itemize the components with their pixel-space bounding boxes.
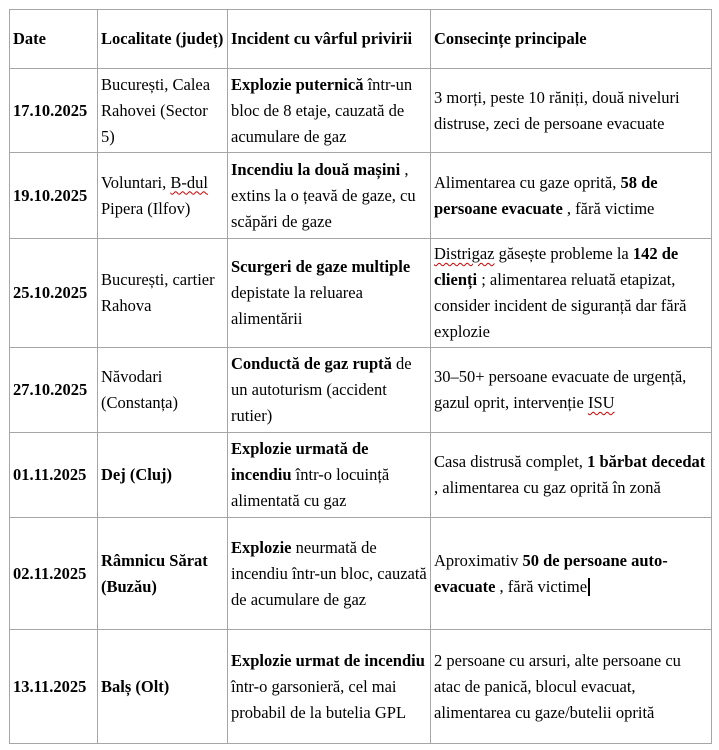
text-segment: Casa distrusă complet,: [434, 452, 588, 471]
table-row: [10, 153, 712, 239]
document-page[interactable]: [0, 9, 719, 750]
cell-incident[interactable]: [228, 348, 431, 433]
text-segment: neurmată de incendiu într-un bloc, cauzată de acumulare de gaz: [231, 537, 427, 609]
text-segment: Pipera (Ilfov): [101, 198, 191, 218]
bold-text: Explozie urmat de incendiu: [231, 650, 425, 670]
table-header: [10, 10, 712, 69]
spellcheck-flagged-text: Distrigaz: [434, 244, 495, 263]
cell-location[interactable]: [98, 69, 228, 153]
text-segment: 30–50+ persoane evacuate de urgență, gazul oprit, intervenție: [434, 367, 687, 412]
text-segment: , fără victime: [495, 576, 588, 596]
text-segment: 2 persoane cu arsuri, alte persoane cu atac de panică, blocul evacuat, alimentarea cu gaze/butelii oprită: [434, 650, 681, 722]
text-segment: de un autoturism (accident rutier): [231, 354, 412, 425]
cell-location[interactable]: [98, 348, 228, 433]
cell-location[interactable]: [98, 239, 228, 348]
cell-consequences[interactable]: [431, 518, 712, 630]
cell-date[interactable]: 13.11.2025: [10, 630, 98, 744]
bold-text: Incendiu la două mașini: [231, 159, 401, 179]
cell-incident[interactable]: [228, 153, 431, 239]
cell-date[interactable]: 01.11.2025: [10, 433, 98, 518]
cell-location[interactable]: [98, 630, 228, 744]
text-segment: Dej (Cluj): [101, 465, 173, 484]
table-row: [10, 69, 712, 153]
cell-incident[interactable]: [228, 518, 431, 630]
table-header-row: [10, 10, 712, 69]
text-segment: București, cartier Rahova: [101, 270, 215, 315]
bold-text: Explozie urmată de incendiu: [231, 439, 369, 484]
cell-consequences[interactable]: [431, 433, 712, 518]
table-row: [10, 630, 712, 744]
cell-date[interactable]: 17.10.2025: [10, 69, 98, 153]
col-header-date[interactable]: Date: [10, 10, 98, 69]
bold-text: Scurgeri de gaze multiple: [231, 257, 411, 276]
table-body: [10, 69, 712, 744]
text-segment: , alimentarea cu gaz oprită în zonă: [434, 478, 661, 497]
text-segment: Năvodari (Constanța): [101, 367, 178, 412]
table-row: [10, 348, 712, 433]
spellcheck-flagged-text: B-dul: [170, 172, 208, 192]
cell-incident[interactable]: [228, 433, 431, 518]
cell-date[interactable]: 02.11.2025: [10, 518, 98, 630]
cell-date[interactable]: 19.10.2025: [10, 153, 98, 239]
cell-consequences[interactable]: [431, 69, 712, 153]
text-segment: , extins la o țeavă de gaze, cu scăpări de gaze: [231, 159, 416, 231]
text-segment: într-o locuință alimentată cu gaz: [231, 465, 390, 510]
text-segment: Balș (Olt): [101, 676, 170, 696]
text-segment: Aproximativ: [434, 550, 523, 570]
cell-incident[interactable]: [228, 69, 431, 153]
cell-consequences[interactable]: [431, 348, 712, 433]
bold-text: Conductă de gaz ruptă: [231, 354, 392, 373]
col-header-localitate[interactable]: Localitate (județ): [98, 10, 228, 69]
spellcheck-flagged-text: ISU: [587, 393, 615, 412]
table-row: [10, 433, 712, 518]
bold-text: 58 de persoane evacuate: [434, 172, 658, 218]
text-segment: 3 morți, peste 10 răniți, două niveluri distruse, zeci de persoane evacuate: [434, 87, 680, 133]
text-segment: depistate la reluarea alimentării: [231, 283, 363, 328]
cell-consequences[interactable]: [431, 239, 712, 348]
text-segment: București, Calea Rahovei (Sector 5): [101, 74, 211, 146]
table-row: [10, 239, 712, 348]
cell-incident[interactable]: [228, 239, 431, 348]
cell-date[interactable]: 27.10.2025: [10, 348, 98, 433]
bold-text: 50 de persoane auto-evacuate: [434, 550, 668, 596]
bold-text: Explozie puternică: [231, 74, 364, 94]
text-segment: ; alimentarea reluată etapizat, consider incident de siguranță dar fără explozie: [434, 270, 687, 341]
text-segment: , fără victime: [562, 198, 655, 218]
col-header-consecinte[interactable]: Consecințe principale: [431, 10, 712, 69]
text-segment: Voluntari,: [101, 172, 171, 192]
cell-location[interactable]: [98, 518, 228, 630]
col-header-incident[interactable]: Incident cu vârful privirii: [228, 10, 431, 69]
bold-text: 142 de clienți: [434, 244, 679, 289]
text-segment: într-o garsonieră, cel mai probabil de la butelia GPL: [231, 676, 407, 722]
text-segment: găsește probleme la: [494, 244, 633, 263]
table-row: [10, 518, 712, 630]
text-segment: într-un bloc de 8 etaje, cauzată de acumulare de gaz: [231, 74, 413, 146]
bold-text: Explozie: [231, 537, 292, 557]
text-segment: Râmnicu Sărat (Buzău): [101, 550, 208, 596]
text-cursor: [588, 578, 590, 596]
cell-date[interactable]: 25.10.2025: [10, 239, 98, 348]
text-segment: Alimentarea cu gaze oprită,: [434, 172, 621, 192]
cell-location[interactable]: [98, 433, 228, 518]
cell-consequences[interactable]: [431, 630, 712, 744]
cell-consequences[interactable]: [431, 153, 712, 239]
cell-incident[interactable]: [228, 630, 431, 744]
cell-location[interactable]: [98, 153, 228, 239]
incidents-table: [9, 9, 712, 744]
bold-text: 1 bărbat decedat: [587, 452, 706, 471]
